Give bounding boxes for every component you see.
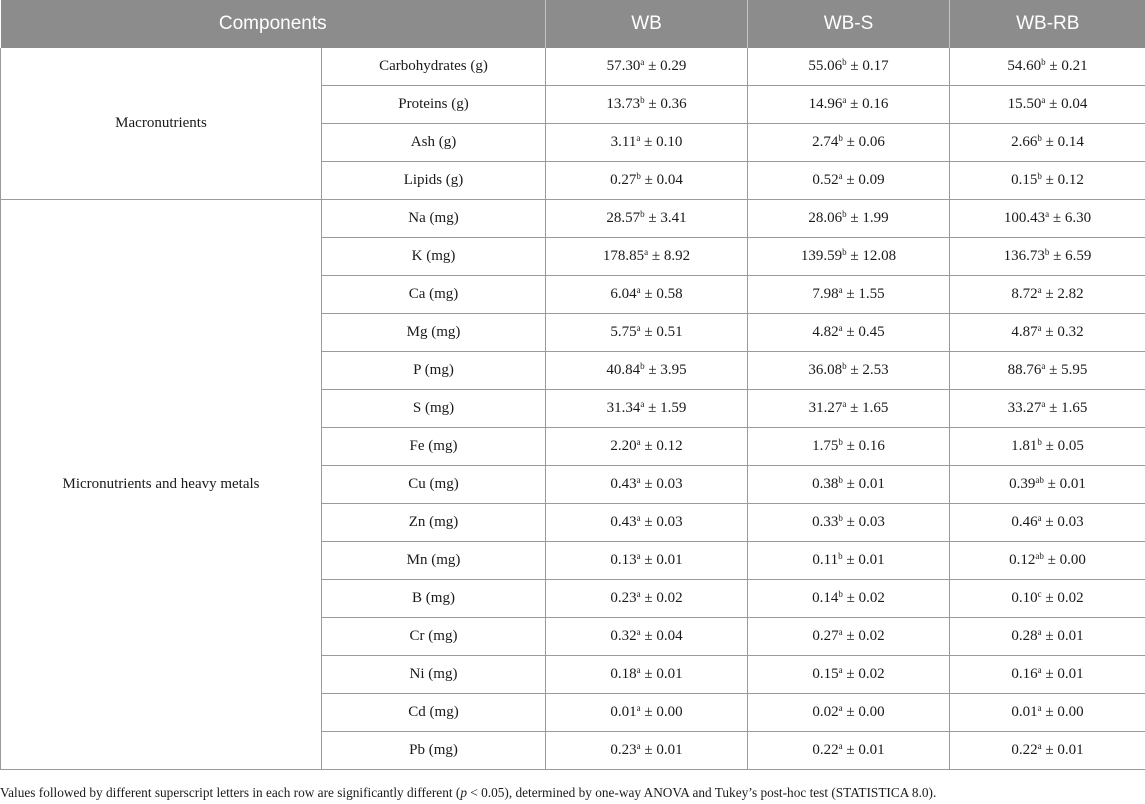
component-name: Ni (mg) [322,656,546,694]
significance-letter: a [838,171,843,181]
mean-value: 7.98 [812,286,839,302]
error-value: ± 6.30 [1052,210,1092,226]
error-value: ± 0.03 [644,514,683,530]
mean-value: 0.01 [610,704,637,720]
significance-letter: b [842,209,847,219]
significance-letter: a [1037,665,1042,675]
significance-letter: a [1037,285,1042,295]
table-row [1,200,1145,238]
mean-value: 0.38 [812,476,839,492]
significance-letter: a [1041,399,1046,409]
error-value: ± 0.17 [850,58,889,74]
value-cell [950,238,1145,276]
error-value: ± 1.99 [850,210,889,226]
value-cell [748,314,950,352]
value-cell [546,276,748,314]
mean-value: 0.13 [610,552,637,568]
mean-value: 0.10 [1011,590,1038,606]
mean-value: 0.14 [812,590,839,606]
significance-letter: a [640,57,645,67]
error-value: ± 0.06 [846,134,885,150]
significance-letter: a [1045,209,1050,219]
value-cell [748,124,950,162]
value-cell [950,314,1145,352]
error-value: ± 0.01 [846,552,885,568]
mean-value: 0.43 [610,476,637,492]
mean-value: 40.84 [606,362,641,378]
component-name: Carbohydrates (g) [322,48,546,86]
mean-value: 139.59 [800,248,843,264]
error-value: ± 0.10 [644,134,683,150]
error-value: ± 0.00 [846,704,885,720]
significance-letter: b [838,513,843,523]
value-cell [748,428,950,466]
error-value: ± 0.09 [846,172,885,188]
error-value: ± 0.02 [1045,590,1084,606]
error-value: ± 0.01 [846,742,885,758]
error-value: ± 0.00 [1045,704,1084,720]
significance-letter: a [1037,513,1042,523]
header-wb-s: WB-S [748,0,950,48]
error-value: ± 0.02 [846,628,885,644]
component-name: S (mg) [322,390,546,428]
header-wb: WB [546,0,748,48]
significance-letter: a [1037,323,1042,333]
value-cell [748,694,950,732]
value-cell [748,542,950,580]
value-cell [950,504,1145,542]
value-cell [546,352,748,390]
value-cell [546,656,748,694]
significance-letter: b [842,247,847,257]
significance-letter: a [636,665,641,675]
error-value: ± 0.04 [644,628,683,644]
footnote-text-after: < 0.05), determined by one-way ANOVA and Tukey’s post-hoc test (STATISTICA 8.0). [466,785,937,800]
group-label: Macronutrients [1,48,322,200]
significance-letter: b [1037,133,1042,143]
significance-letter: b [640,95,645,105]
error-value: ± 0.00 [644,704,683,720]
mean-value: 13.73 [606,96,641,112]
mean-value: 54.60 [1007,58,1042,74]
significance-letter: b [636,171,641,181]
error-value: ± 0.04 [1049,96,1088,112]
significance-letter: a [636,741,641,751]
value-cell [950,162,1145,200]
significance-letter: b [838,475,843,485]
value-cell [748,276,950,314]
error-value: ± 0.05 [1045,438,1084,454]
error-value: ± 0.29 [648,58,687,74]
significance-letter: a [842,399,847,409]
mean-value: 2.74 [812,134,839,150]
component-name: Pb (mg) [322,732,546,770]
significance-letter: a [640,399,645,409]
significance-letter: ab [1035,551,1044,561]
error-value: ± 1.65 [1049,400,1088,416]
significance-letter: a [838,323,843,333]
mean-value: 0.32 [610,628,637,644]
error-value: ± 12.08 [850,248,897,264]
value-cell [546,124,748,162]
mean-value: 0.16 [1011,666,1038,682]
value-cell [950,352,1145,390]
value-cell [546,48,748,86]
value-cell [546,314,748,352]
value-cell [950,48,1145,86]
component-name: Lipids (g) [322,162,546,200]
mean-value: 0.01 [1011,704,1038,720]
significance-letter: b [640,361,645,371]
component-name: B (mg) [322,580,546,618]
component-name: P (mg) [322,352,546,390]
significance-letter: a [838,703,843,713]
value-cell [950,124,1145,162]
value-cell [748,732,950,770]
error-value: ± 1.55 [846,286,885,302]
component-name: Ca (mg) [322,276,546,314]
mean-value: 33.27 [1007,400,1042,416]
mean-value: 0.15 [1011,172,1038,188]
error-value: ± 0.45 [846,324,885,340]
significance-letter: a [838,285,843,295]
value-cell [950,86,1145,124]
error-value: ± 0.12 [1045,172,1084,188]
value-cell [748,390,950,428]
mean-value: 100.43 [1003,210,1046,226]
component-name: Zn (mg) [322,504,546,542]
mean-value: 31.27 [808,400,843,416]
error-value: ± 0.12 [644,438,683,454]
error-value: ± 0.58 [644,286,683,302]
mean-value: 36.08 [808,362,843,378]
significance-letter: a [636,589,641,599]
value-cell [546,694,748,732]
significance-letter: a [636,285,641,295]
significance-letter: a [1041,361,1046,371]
value-cell [546,504,748,542]
value-cell [546,428,748,466]
mean-value: 0.23 [610,590,637,606]
mean-value: 6.04 [610,286,637,302]
component-name: Na (mg) [322,200,546,238]
significance-letter: a [636,703,641,713]
value-cell [748,162,950,200]
mean-value: 0.27 [610,172,637,188]
mean-value: 28.06 [808,210,843,226]
mean-value: 0.43 [610,514,637,530]
component-name: Ash (g) [322,124,546,162]
value-cell [546,238,748,276]
value-cell [546,542,748,580]
error-value: ± 0.01 [1045,628,1084,644]
error-value: ± 2.53 [850,362,889,378]
significance-letter: a [636,627,641,637]
significance-letter: a [838,627,843,637]
value-cell [748,618,950,656]
error-value: ± 3.95 [648,362,687,378]
header-wb-rb: WB-RB [950,0,1145,48]
mean-value: 2.66 [1011,134,1038,150]
component-name: Mn (mg) [322,542,546,580]
significance-letter: b [1041,57,1046,67]
mean-value: 0.18 [610,666,637,682]
error-value: ± 0.16 [846,438,885,454]
value-cell [950,618,1145,656]
component-name: Proteins (g) [322,86,546,124]
mean-value: 88.76 [1007,362,1042,378]
mean-value: 57.30 [606,58,641,74]
mean-value: 8.72 [1011,286,1038,302]
error-value: ± 0.01 [1047,476,1086,492]
header-components: Components [1,0,546,48]
mean-value: 2.20 [610,438,637,454]
value-cell [748,48,950,86]
significance-letter: a [1037,627,1042,637]
mean-value: 0.28 [1011,628,1038,644]
table-row [1,48,1145,86]
value-cell [950,580,1145,618]
significance-letter: b [640,209,645,219]
component-name: Cr (mg) [322,618,546,656]
value-cell [950,694,1145,732]
mean-value: 5.75 [610,324,637,340]
value-cell [748,352,950,390]
mean-value: 31.34 [606,400,641,416]
value-cell [546,390,748,428]
error-value: ± 1.59 [648,400,687,416]
significance-letter: a [636,475,641,485]
error-value: ± 0.01 [1045,666,1084,682]
value-cell [546,86,748,124]
error-value: ± 0.01 [846,476,885,492]
value-cell [748,656,950,694]
mean-value: 0.27 [812,628,839,644]
significance-letter: b [1037,437,1042,447]
error-value: ± 8.92 [651,248,691,264]
error-value: ± 0.02 [644,590,683,606]
mean-value: 0.12 [1009,552,1036,568]
mean-value: 1.81 [1011,438,1038,454]
mean-value: 0.23 [610,742,637,758]
error-value: ± 0.36 [648,96,687,112]
significance-letter: b [838,551,843,561]
error-value: ± 0.21 [1049,58,1088,74]
error-value: ± 0.16 [850,96,889,112]
component-name: Cd (mg) [322,694,546,732]
significance-letter: ab [1035,475,1044,485]
error-value: ± 0.01 [644,666,683,682]
value-cell [950,542,1145,580]
component-name: Cu (mg) [322,466,546,504]
mean-value: 4.87 [1011,324,1038,340]
value-cell [950,466,1145,504]
mean-value: 55.06 [808,58,843,74]
mean-value: 0.52 [812,172,839,188]
value-cell [748,238,950,276]
value-cell [748,200,950,238]
value-cell [950,732,1145,770]
mean-value: 15.50 [1007,96,1042,112]
mean-value: 0.39 [1009,476,1036,492]
significance-letter: b [838,133,843,143]
significance-letter: a [636,133,641,143]
significance-letter: a [838,741,843,751]
value-cell [748,504,950,542]
error-value: ± 0.02 [846,666,885,682]
significance-letter: b [838,437,843,447]
error-value: ± 0.02 [846,590,885,606]
significance-letter: a [644,247,649,257]
value-cell [950,200,1145,238]
error-value: ± 0.01 [1045,742,1084,758]
component-name: K (mg) [322,238,546,276]
mean-value: 0.22 [1011,742,1038,758]
mean-value: 0.33 [812,514,839,530]
significance-letter: b [838,589,843,599]
table-footnote [0,785,936,801]
footnote-text-before: Values followed by different superscript letters in each row are significantly different ( [0,785,461,800]
significance-letter: a [838,665,843,675]
value-cell [950,428,1145,466]
error-value: ± 2.82 [1045,286,1084,302]
mean-value: 0.22 [812,742,839,758]
group-label: Micronutrients and heavy metals [1,200,322,770]
error-value: ± 0.01 [644,552,683,568]
error-value: ± 0.14 [1045,134,1084,150]
mean-value: 3.11 [610,134,637,150]
error-value: ± 3.41 [648,210,687,226]
error-value: ± 0.04 [644,172,683,188]
value-cell [950,656,1145,694]
significance-letter: a [636,513,641,523]
value-cell [748,580,950,618]
mean-value: 0.15 [812,666,839,682]
significance-letter: a [1037,703,1042,713]
significance-letter: a [636,323,641,333]
value-cell [546,200,748,238]
error-value: ± 0.01 [644,742,683,758]
mean-value: 136.73 [1003,248,1045,264]
value-cell [748,466,950,504]
significance-letter: a [1037,741,1042,751]
significance-letter: a [1041,95,1046,105]
component-name: Mg (mg) [322,314,546,352]
significance-letter: a [636,551,641,561]
mean-value: 0.46 [1011,514,1038,530]
mean-value: 1.75 [812,438,839,454]
error-value: ± 6.59 [1053,248,1092,264]
mean-value: 0.02 [812,704,839,720]
significance-letter: b [1037,171,1042,181]
significance-letter: b [842,57,847,67]
value-cell [546,162,748,200]
mean-value: 14.96 [808,96,843,112]
error-value: ± 1.65 [850,400,889,416]
component-name: Fe (mg) [322,428,546,466]
significance-letter: a [842,95,847,105]
value-cell [950,390,1145,428]
error-value: ± 0.03 [644,476,683,492]
error-value: ± 0.32 [1045,324,1084,340]
error-value: ± 0.00 [1047,552,1086,568]
mean-value: 0.11 [812,552,839,568]
significance-letter: b [1044,247,1050,257]
error-value: ± 0.03 [1045,514,1084,530]
significance-letter: a [636,437,641,447]
value-cell [950,276,1145,314]
significance-letter: c [1037,589,1042,599]
value-cell [748,86,950,124]
error-value: ± 0.51 [644,324,683,340]
mean-value: 4.82 [812,324,839,340]
footnote-p-symbol: p [460,785,467,800]
value-cell [546,618,748,656]
significance-letter: b [842,361,847,371]
value-cell [546,732,748,770]
error-value: ± 0.03 [846,514,885,530]
mean-value: 178.85 [602,248,645,264]
value-cell [546,580,748,618]
value-cell [546,466,748,504]
table-body [1,48,1145,770]
table-header [1,0,1145,48]
error-value: ± 5.95 [1049,362,1088,378]
mean-value: 28.57 [606,210,641,226]
